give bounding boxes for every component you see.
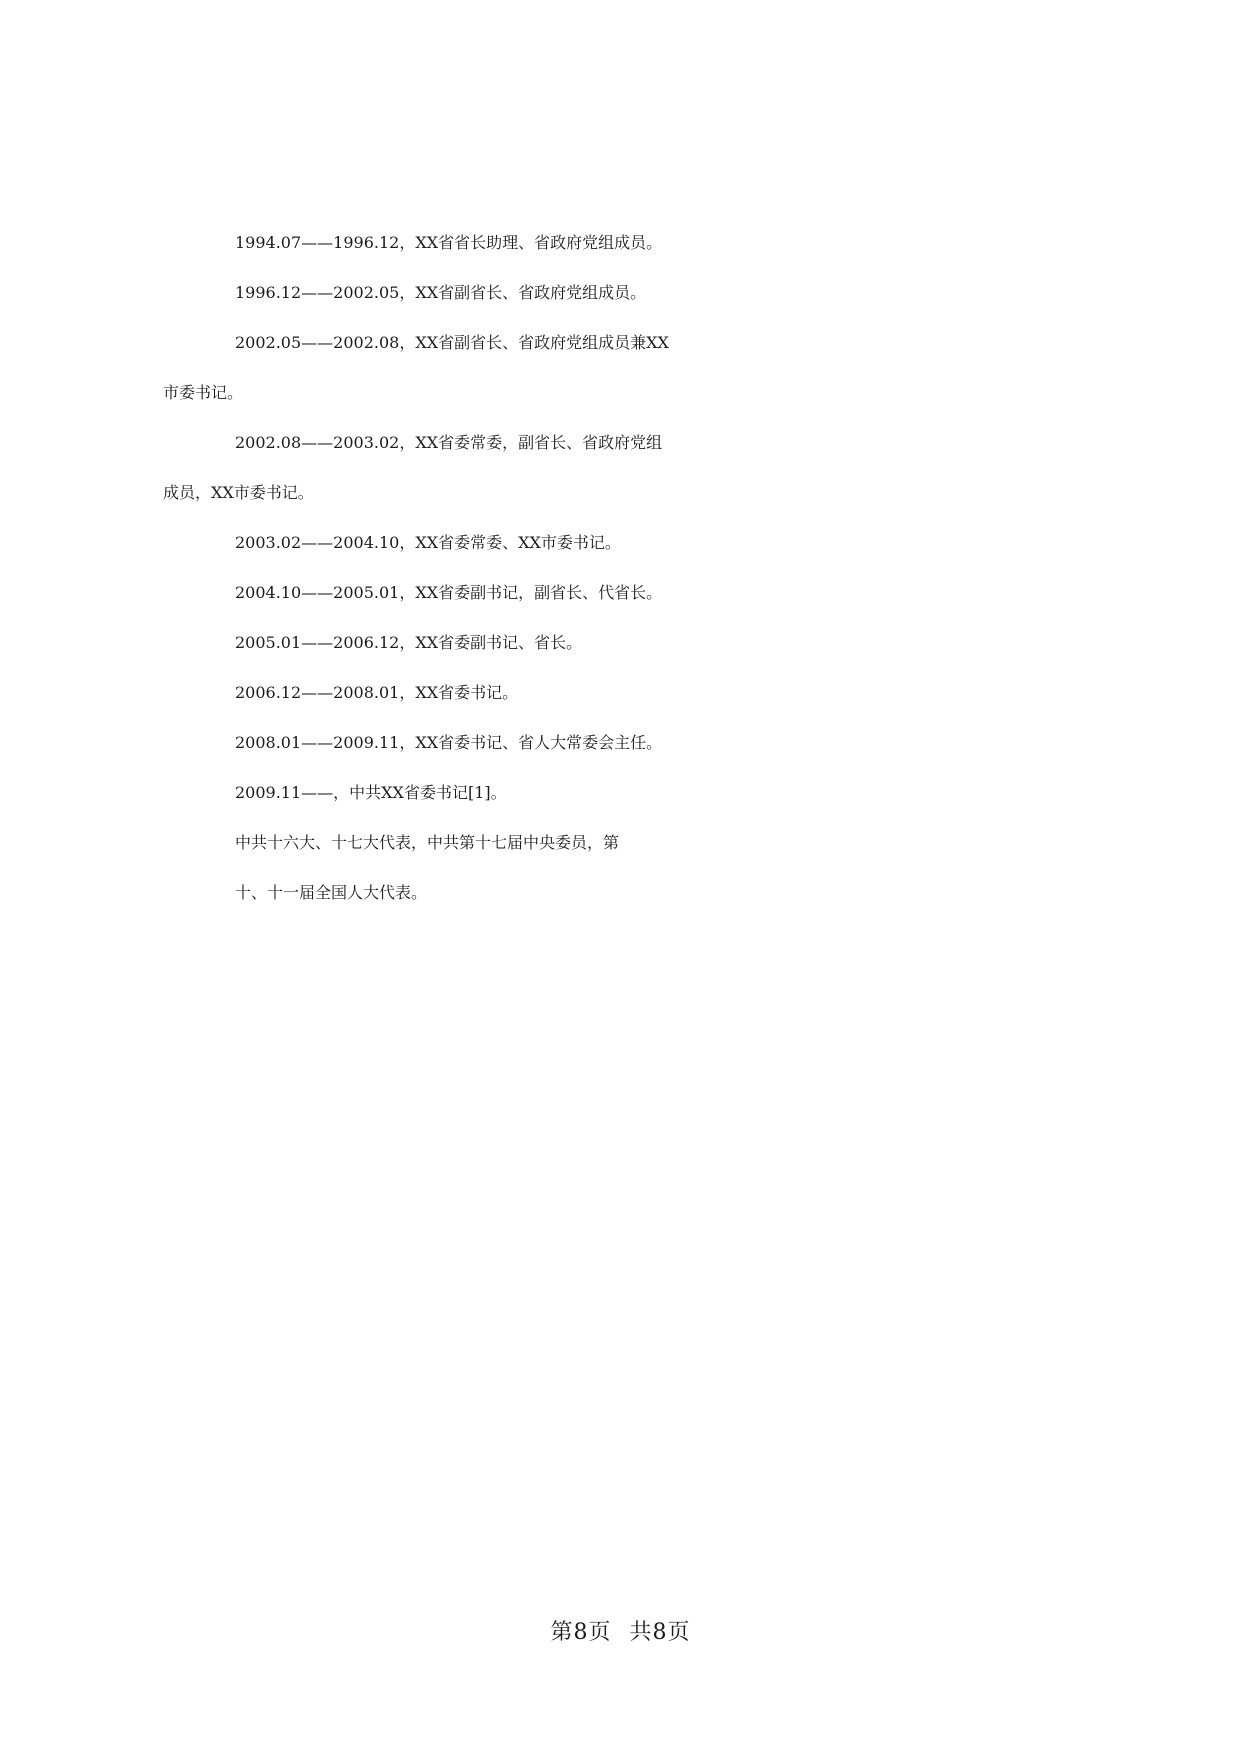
entry-text: 2002.05——2002.08，XX省副省长、省政府党组成员兼XX bbox=[235, 333, 669, 352]
closing-text-continuation: 十、十一届全国人大代表。 bbox=[235, 883, 428, 902]
entry-text: 2002.08——2003.02，XX省委常委，副省长、省政府党组 bbox=[235, 433, 663, 452]
career-entry bbox=[163, 330, 1093, 430]
career-entry bbox=[163, 280, 1093, 330]
career-entry bbox=[163, 580, 1093, 630]
career-entry bbox=[163, 730, 1093, 780]
page-number: 第8页 bbox=[550, 1620, 612, 1645]
document-body bbox=[163, 230, 1093, 930]
closing-text: 中共十六大、十七大代表，中共第十七届中央委员，第 bbox=[235, 833, 620, 852]
entry-text: 2005.01——2006.12，XX省委副书记、省长。 bbox=[235, 633, 583, 652]
entry-text: 2006.12——2008.01，XX省委书记。 bbox=[235, 683, 519, 702]
page-footer bbox=[0, 1615, 1241, 1646]
career-entry bbox=[163, 630, 1093, 680]
page-total: 共8页 bbox=[629, 1620, 691, 1645]
entry-text: 2003.02——2004.10，XX省委常委、XX市委书记。 bbox=[235, 533, 621, 552]
entry-text-continuation: 市委书记。 bbox=[163, 383, 244, 402]
entry-text: 1996.12——2002.05，XX省副省长、省政府党组成员。 bbox=[235, 283, 647, 302]
entry-text: 2008.01——2009.11，XX省委书记、省人大常委会主任。 bbox=[235, 733, 663, 752]
entry-text: 2009.11——，中共XX省委书记[1]。 bbox=[235, 783, 507, 802]
entry-text: 2004.10——2005.01，XX省委副书记，副省长、代省长。 bbox=[235, 583, 663, 602]
career-entry bbox=[163, 230, 1093, 280]
career-entry bbox=[163, 680, 1093, 730]
closing-paragraph bbox=[163, 830, 1093, 930]
career-entry bbox=[163, 780, 1093, 830]
entry-text: 1994.07——1996.12，XX省省长助理、省政府党组成员。 bbox=[235, 233, 663, 252]
entry-text-continuation: 成员，XX市委书记。 bbox=[163, 483, 314, 502]
career-entry bbox=[163, 530, 1093, 580]
career-entry bbox=[163, 430, 1093, 530]
